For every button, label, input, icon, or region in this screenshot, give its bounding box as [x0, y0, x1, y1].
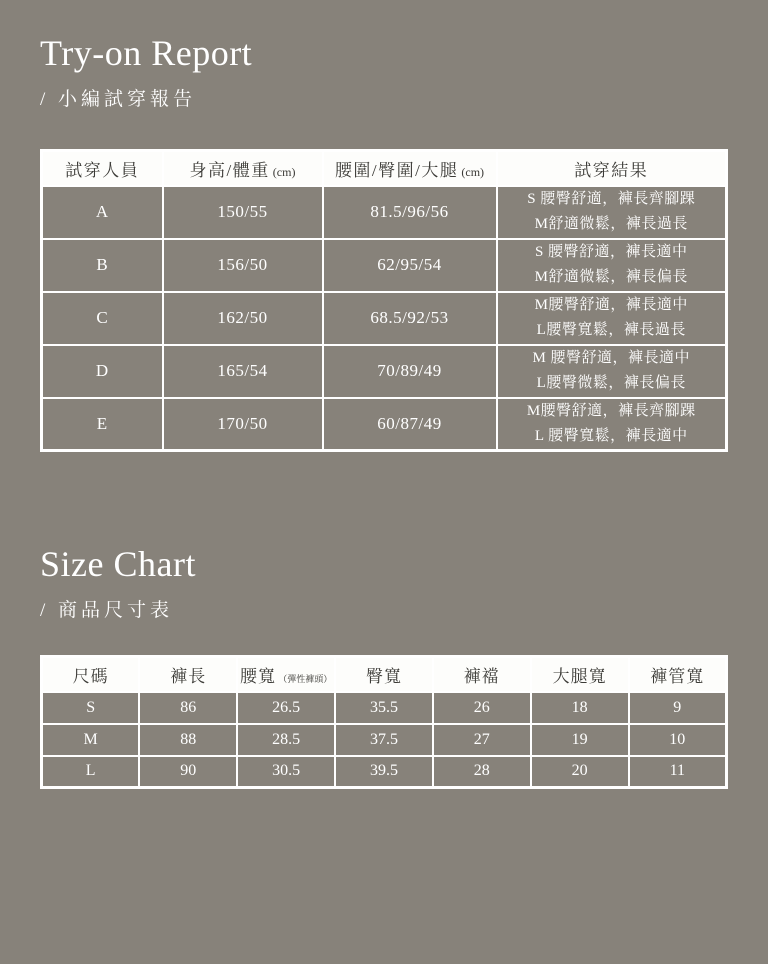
tryon-table-row: [42, 292, 727, 345]
measurement-cell: 9: [629, 692, 727, 724]
measurement-cell: 35.5: [335, 692, 433, 724]
tryon-table-header-row: [42, 151, 727, 186]
column-header: [497, 151, 727, 186]
size-table-row: [42, 692, 727, 724]
measurement-cell: 26: [433, 692, 531, 724]
column-header: [531, 657, 629, 692]
result-line: M舒適微鬆，褲長過長: [534, 216, 688, 232]
height-weight-cell: 156/50: [163, 239, 323, 292]
result-cell: [497, 292, 727, 345]
height-weight-cell: 165/54: [163, 345, 323, 398]
column-header: [42, 151, 163, 186]
tryon-table-row: [42, 345, 727, 398]
column-header: [629, 657, 727, 692]
result-cell: [497, 186, 727, 239]
height-weight-cell: 162/50: [163, 292, 323, 345]
column-header-unit: (cm): [269, 164, 296, 179]
column-header-label: 褲長: [170, 666, 207, 686]
column-header-unit: （彈性褲頭）: [275, 673, 333, 684]
column-header: [42, 657, 140, 692]
person-cell: E: [42, 398, 163, 451]
tryon-table-row: [42, 186, 727, 239]
column-header-label: 褲襠: [463, 666, 500, 686]
size-section-subtitle: / 商品尺寸表: [40, 600, 174, 621]
measurement-cell: 18: [531, 692, 629, 724]
result-line: M 腰臀舒適，褲長適中: [532, 350, 691, 366]
size-section-title: Size Chart: [40, 544, 196, 584]
measurement-cell: 86: [139, 692, 237, 724]
size-label-cell: S: [42, 692, 140, 724]
size-label-cell: M: [42, 724, 140, 756]
measurement-cell: 39.5: [335, 756, 433, 788]
result-line: S 腰臀舒適，褲長齊腳踝: [527, 191, 696, 207]
measurement-cell: 19: [531, 724, 629, 756]
tryon-table-row: [42, 398, 727, 451]
height-weight-cell: 150/55: [163, 186, 323, 239]
column-header-label: 身高/體重: [189, 160, 270, 180]
column-header-unit: (cm): [458, 164, 485, 179]
result-cell: [497, 398, 727, 451]
size-table-header-row: [42, 657, 727, 692]
result-line: M腰臀舒適，褲長齊腳踝: [526, 402, 696, 419]
size-label-cell: L: [42, 756, 140, 788]
measurement-cell: 28: [433, 756, 531, 788]
waist-hip-thigh-cell: 60/87/49: [323, 398, 497, 451]
result-line: M腰臀舒適，褲長適中: [534, 297, 688, 313]
column-header: [163, 151, 323, 186]
waist-hip-thigh-cell: 62/95/54: [323, 239, 497, 292]
result-line: L腰臀微鬆，褲長偏長: [536, 375, 686, 391]
waist-hip-thigh-cell: 81.5/96/56: [323, 186, 497, 239]
size-table-row: [42, 724, 727, 756]
column-header: [139, 657, 237, 692]
tryon-table-header: [42, 151, 727, 186]
measurement-cell: 10: [629, 724, 727, 756]
measurement-cell: 90: [139, 756, 237, 788]
person-cell: A: [42, 186, 163, 239]
size-section: [40, 544, 728, 789]
tryon-table: [40, 149, 728, 452]
result-line: M舒適微鬆，褲長偏長: [534, 269, 688, 285]
column-header: [335, 657, 433, 692]
measurement-cell: 11: [629, 756, 727, 788]
person-cell: B: [42, 239, 163, 292]
measurement-cell: 30.5: [237, 756, 335, 788]
column-header-label: 腰圍/臀圍/大腿: [334, 160, 459, 180]
measurement-cell: 37.5: [335, 724, 433, 756]
size-table-header: [42, 657, 727, 692]
waist-hip-thigh-cell: 70/89/49: [323, 345, 497, 398]
column-header-label: 褲管寬: [650, 666, 705, 686]
size-table-row: [42, 756, 727, 788]
column-header: [433, 657, 531, 692]
column-header-label: 腰寬: [239, 666, 276, 686]
size-table-body: [42, 692, 727, 788]
result-line: L 腰臀寬鬆，褲長適中: [534, 427, 688, 444]
column-header: [237, 657, 335, 692]
column-header-label: 試穿結果: [574, 160, 649, 180]
result-cell: [497, 345, 727, 398]
person-cell: D: [42, 345, 163, 398]
tryon-section-title: Try-on Report: [40, 33, 253, 73]
column-header-label: 臀寬: [365, 666, 402, 686]
measurement-cell: 26.5: [237, 692, 335, 724]
waist-hip-thigh-cell: 68.5/92/53: [323, 292, 497, 345]
tryon-table-row: [42, 239, 727, 292]
column-header-label: 尺碼: [72, 666, 109, 686]
result-cell: [497, 239, 727, 292]
tryon-section-subtitle: / 小編試穿報告: [40, 89, 197, 110]
result-line: S 腰臀舒適，褲長適中: [534, 244, 688, 260]
tryon-section: [40, 0, 728, 452]
size-table: [40, 655, 728, 789]
measurement-cell: 20: [531, 756, 629, 788]
column-header-label: 試穿人員: [65, 160, 140, 180]
person-cell: C: [42, 292, 163, 345]
measurement-cell: 28.5: [237, 724, 335, 756]
result-line: L腰臀寬鬆，褲長過長: [536, 322, 686, 338]
tryon-table-body: [42, 186, 727, 451]
measurement-cell: 27: [433, 724, 531, 756]
height-weight-cell: 170/50: [163, 398, 323, 451]
measurement-cell: 88: [139, 724, 237, 756]
column-header: [323, 151, 497, 186]
column-header-label: 大腿寬: [552, 666, 607, 686]
